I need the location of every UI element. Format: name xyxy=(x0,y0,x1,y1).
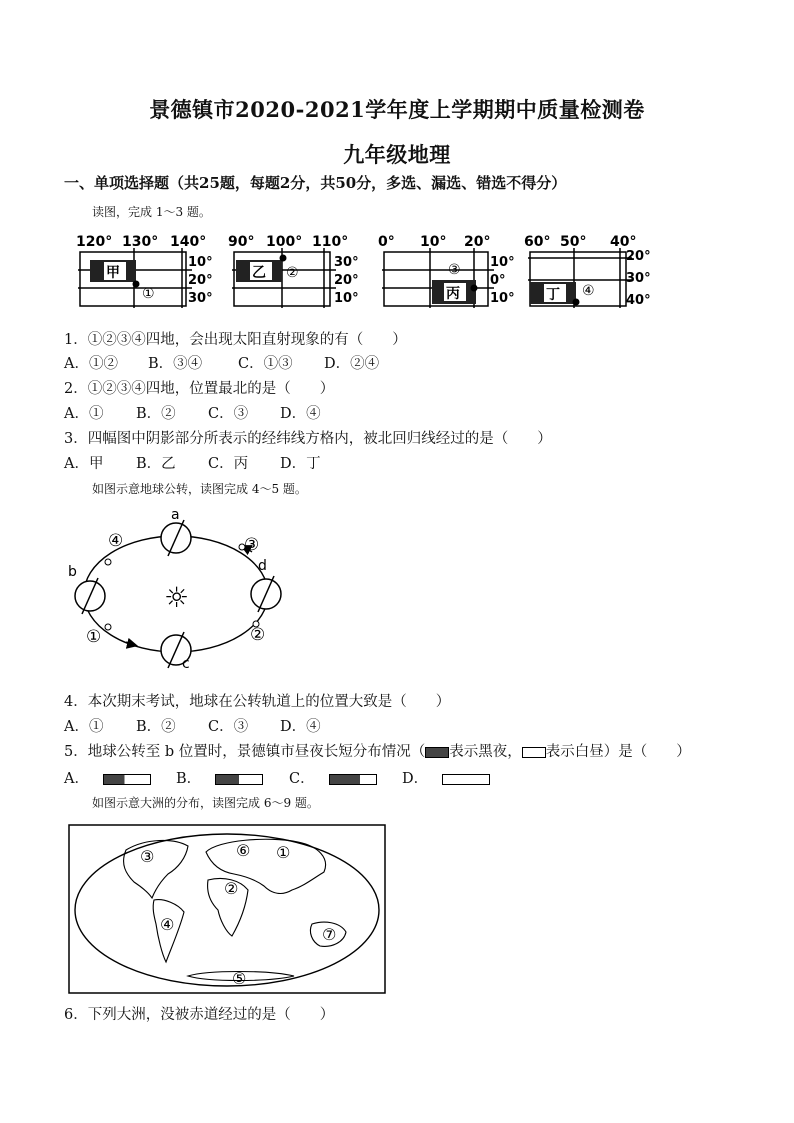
orbit-marker-3: ③ xyxy=(244,535,260,555)
map-label-3: ③ xyxy=(140,847,155,866)
lat-lon-grids-figure xyxy=(60,230,740,310)
grid-jia-lon-1: 120° xyxy=(76,234,113,250)
grid-jia xyxy=(76,234,213,308)
grid-jia-lat-1: 10° xyxy=(188,255,213,270)
day-legend-box xyxy=(522,747,546,758)
grid-ding-box-label: 丁 xyxy=(546,287,560,303)
q2-option-d[interactable]: D．④ xyxy=(280,406,321,422)
grid-bing-box-label: 丙 xyxy=(446,286,460,302)
grid-ding-lon-2: 50° xyxy=(560,234,587,250)
q4-option-c[interactable]: C．③ xyxy=(208,719,249,735)
orbit-label-b: b xyxy=(68,564,77,580)
orbit-label-c: c xyxy=(182,656,190,672)
orbit-label-d: d xyxy=(258,558,267,574)
question-4-options xyxy=(64,715,321,736)
grid-bing-lat-3: 10° xyxy=(490,291,515,306)
grid-ding xyxy=(524,234,651,308)
q3-option-a[interactable]: A．甲 xyxy=(64,456,104,472)
map-label-4: ④ xyxy=(160,915,175,934)
q5-option-a[interactable]: A． xyxy=(64,767,176,788)
exam-title: 景德镇市2020-2021学年度上学期期中质量检测卷 xyxy=(149,97,645,122)
q5-stem-part-3: 表示白昼）是（ ） xyxy=(545,744,691,760)
question-6: 6．下列大洲，没被赤道经过的是（ ） xyxy=(64,1007,335,1023)
grid-bing-lat-1: 10° xyxy=(490,255,515,270)
q1-option-a[interactable]: A．①② xyxy=(64,356,118,372)
grid-yi xyxy=(228,234,359,308)
grid-ding-lon-3: 40° xyxy=(610,234,637,250)
question-1: 1．①②③④四地，会出现太阳直射现象的有（ ） xyxy=(64,332,407,348)
grid-jia-box-label: 甲 xyxy=(106,265,120,281)
grid-yi-lon-1: 90° xyxy=(228,234,255,250)
question-5 xyxy=(64,740,691,761)
question-4: 4．本次期末考试，地球在公转轨道上的位置大致是（ ） xyxy=(64,694,451,710)
q3-option-b[interactable]: B．乙 xyxy=(136,456,176,472)
map-label-7: ⑦ xyxy=(322,925,337,944)
orbit-marker-4: ④ xyxy=(108,531,124,551)
map-label-1: ① xyxy=(276,843,291,862)
grid-yi-lat-3: 10° xyxy=(334,291,359,306)
q1-option-c[interactable]: C．①③ xyxy=(238,356,293,372)
sun-icon: ☼ xyxy=(164,581,190,614)
grid-yi-lon-3: 110° xyxy=(312,234,349,250)
map-label-2: ② xyxy=(224,879,239,898)
orbit-marker-2: ② xyxy=(250,625,266,645)
grid-yi-lat-1: 30° xyxy=(334,255,359,270)
grid-bing-lon-2: 10° xyxy=(420,234,447,250)
grid-bing xyxy=(378,234,515,308)
q5-option-d-daynight-bar xyxy=(442,774,490,785)
orbit-marker-1: ① xyxy=(86,627,102,647)
grid-jia-lat-3: 30° xyxy=(188,291,213,306)
question-3-options xyxy=(64,452,321,473)
grid-jia-point-label: ① xyxy=(142,286,155,302)
q5-stem-part-2: 表示黑夜， xyxy=(449,744,522,760)
night-legend-box xyxy=(425,747,449,758)
question-3: 3．四幅图中阴影部分所表示的经纬线方格内，被北回归线经过的是（ ） xyxy=(64,431,552,447)
q5-option-a-daynight-bar xyxy=(103,774,151,785)
grid-ding-lat-1: 20° xyxy=(626,249,651,264)
grid-yi-point-label: ② xyxy=(286,265,299,281)
intro-q1-3: 读图，完成 1～3 题。 xyxy=(92,205,211,219)
q4-option-d[interactable]: D．④ xyxy=(280,719,321,735)
grid-bing-lon-1: 0° xyxy=(378,234,395,250)
grid-ding-point-label: ④ xyxy=(582,283,595,299)
grid-ding-lon-1: 60° xyxy=(524,234,551,250)
q1-option-b[interactable]: B．③④ xyxy=(148,356,203,372)
map-label-5: ⑤ xyxy=(232,969,247,988)
q4-option-b[interactable]: B．② xyxy=(136,719,176,735)
orbit-label-a: a xyxy=(171,507,180,523)
q3-option-d[interactable]: D．丁 xyxy=(280,456,321,472)
exam-subtitle: 九年级地理 xyxy=(343,142,451,167)
q3-option-c[interactable]: C．丙 xyxy=(208,456,249,472)
grid-bing-lat-2: 0° xyxy=(490,273,506,288)
q5-option-c-daynight-bar xyxy=(329,774,377,785)
q1-option-d[interactable]: D．②④ xyxy=(324,356,380,372)
q5-option-c[interactable]: C． xyxy=(289,767,402,788)
q5-option-b-daynight-bar xyxy=(215,774,263,785)
q2-option-a[interactable]: A．① xyxy=(64,406,104,422)
question-2-options xyxy=(64,402,321,423)
earth-orbit-diagram xyxy=(60,504,290,672)
section-heading: 一、单项选择题（共25题，每题2分，共50分，多选、漏选、错选不得分） xyxy=(64,174,567,192)
grid-jia-lon-3: 140° xyxy=(170,234,207,250)
grid-yi-lon-2: 100° xyxy=(266,234,303,250)
q5-stem-part-1: 5．地球公转至 b 位置时，景德镇市昼夜长短分布情况（ xyxy=(64,744,426,760)
map-label-6: ⑥ xyxy=(236,841,251,860)
intro-q4-5: 如图示意地球公转，读图完成 4～5 题。 xyxy=(92,482,307,496)
intro-q6-9: 如图示意大洲的分布，读图完成 6～9 题。 xyxy=(92,796,319,810)
question-2: 2．①②③④四地，位置最北的是（ ） xyxy=(64,381,335,397)
grid-yi-box-label: 乙 xyxy=(252,265,266,281)
q2-option-b[interactable]: B．② xyxy=(136,406,176,422)
grid-jia-lat-2: 20° xyxy=(188,273,213,288)
q5-option-d[interactable]: D． xyxy=(402,767,490,788)
q5-option-b[interactable]: B． xyxy=(176,767,289,788)
grid-bing-point-label: ③ xyxy=(448,262,461,278)
grid-bing-lon-3: 20° xyxy=(464,234,491,250)
grid-yi-lat-2: 20° xyxy=(334,273,359,288)
grid-jia-lon-2: 130° xyxy=(122,234,159,250)
q4-option-a[interactable]: A．① xyxy=(64,719,104,735)
q2-option-c[interactable]: C．③ xyxy=(208,406,249,422)
world-continents-map xyxy=(68,824,386,994)
question-5-options xyxy=(64,767,490,788)
grid-ding-lat-2: 30° xyxy=(626,271,651,286)
question-1-options xyxy=(64,352,379,373)
grid-ding-lat-3: 40° xyxy=(626,293,651,308)
